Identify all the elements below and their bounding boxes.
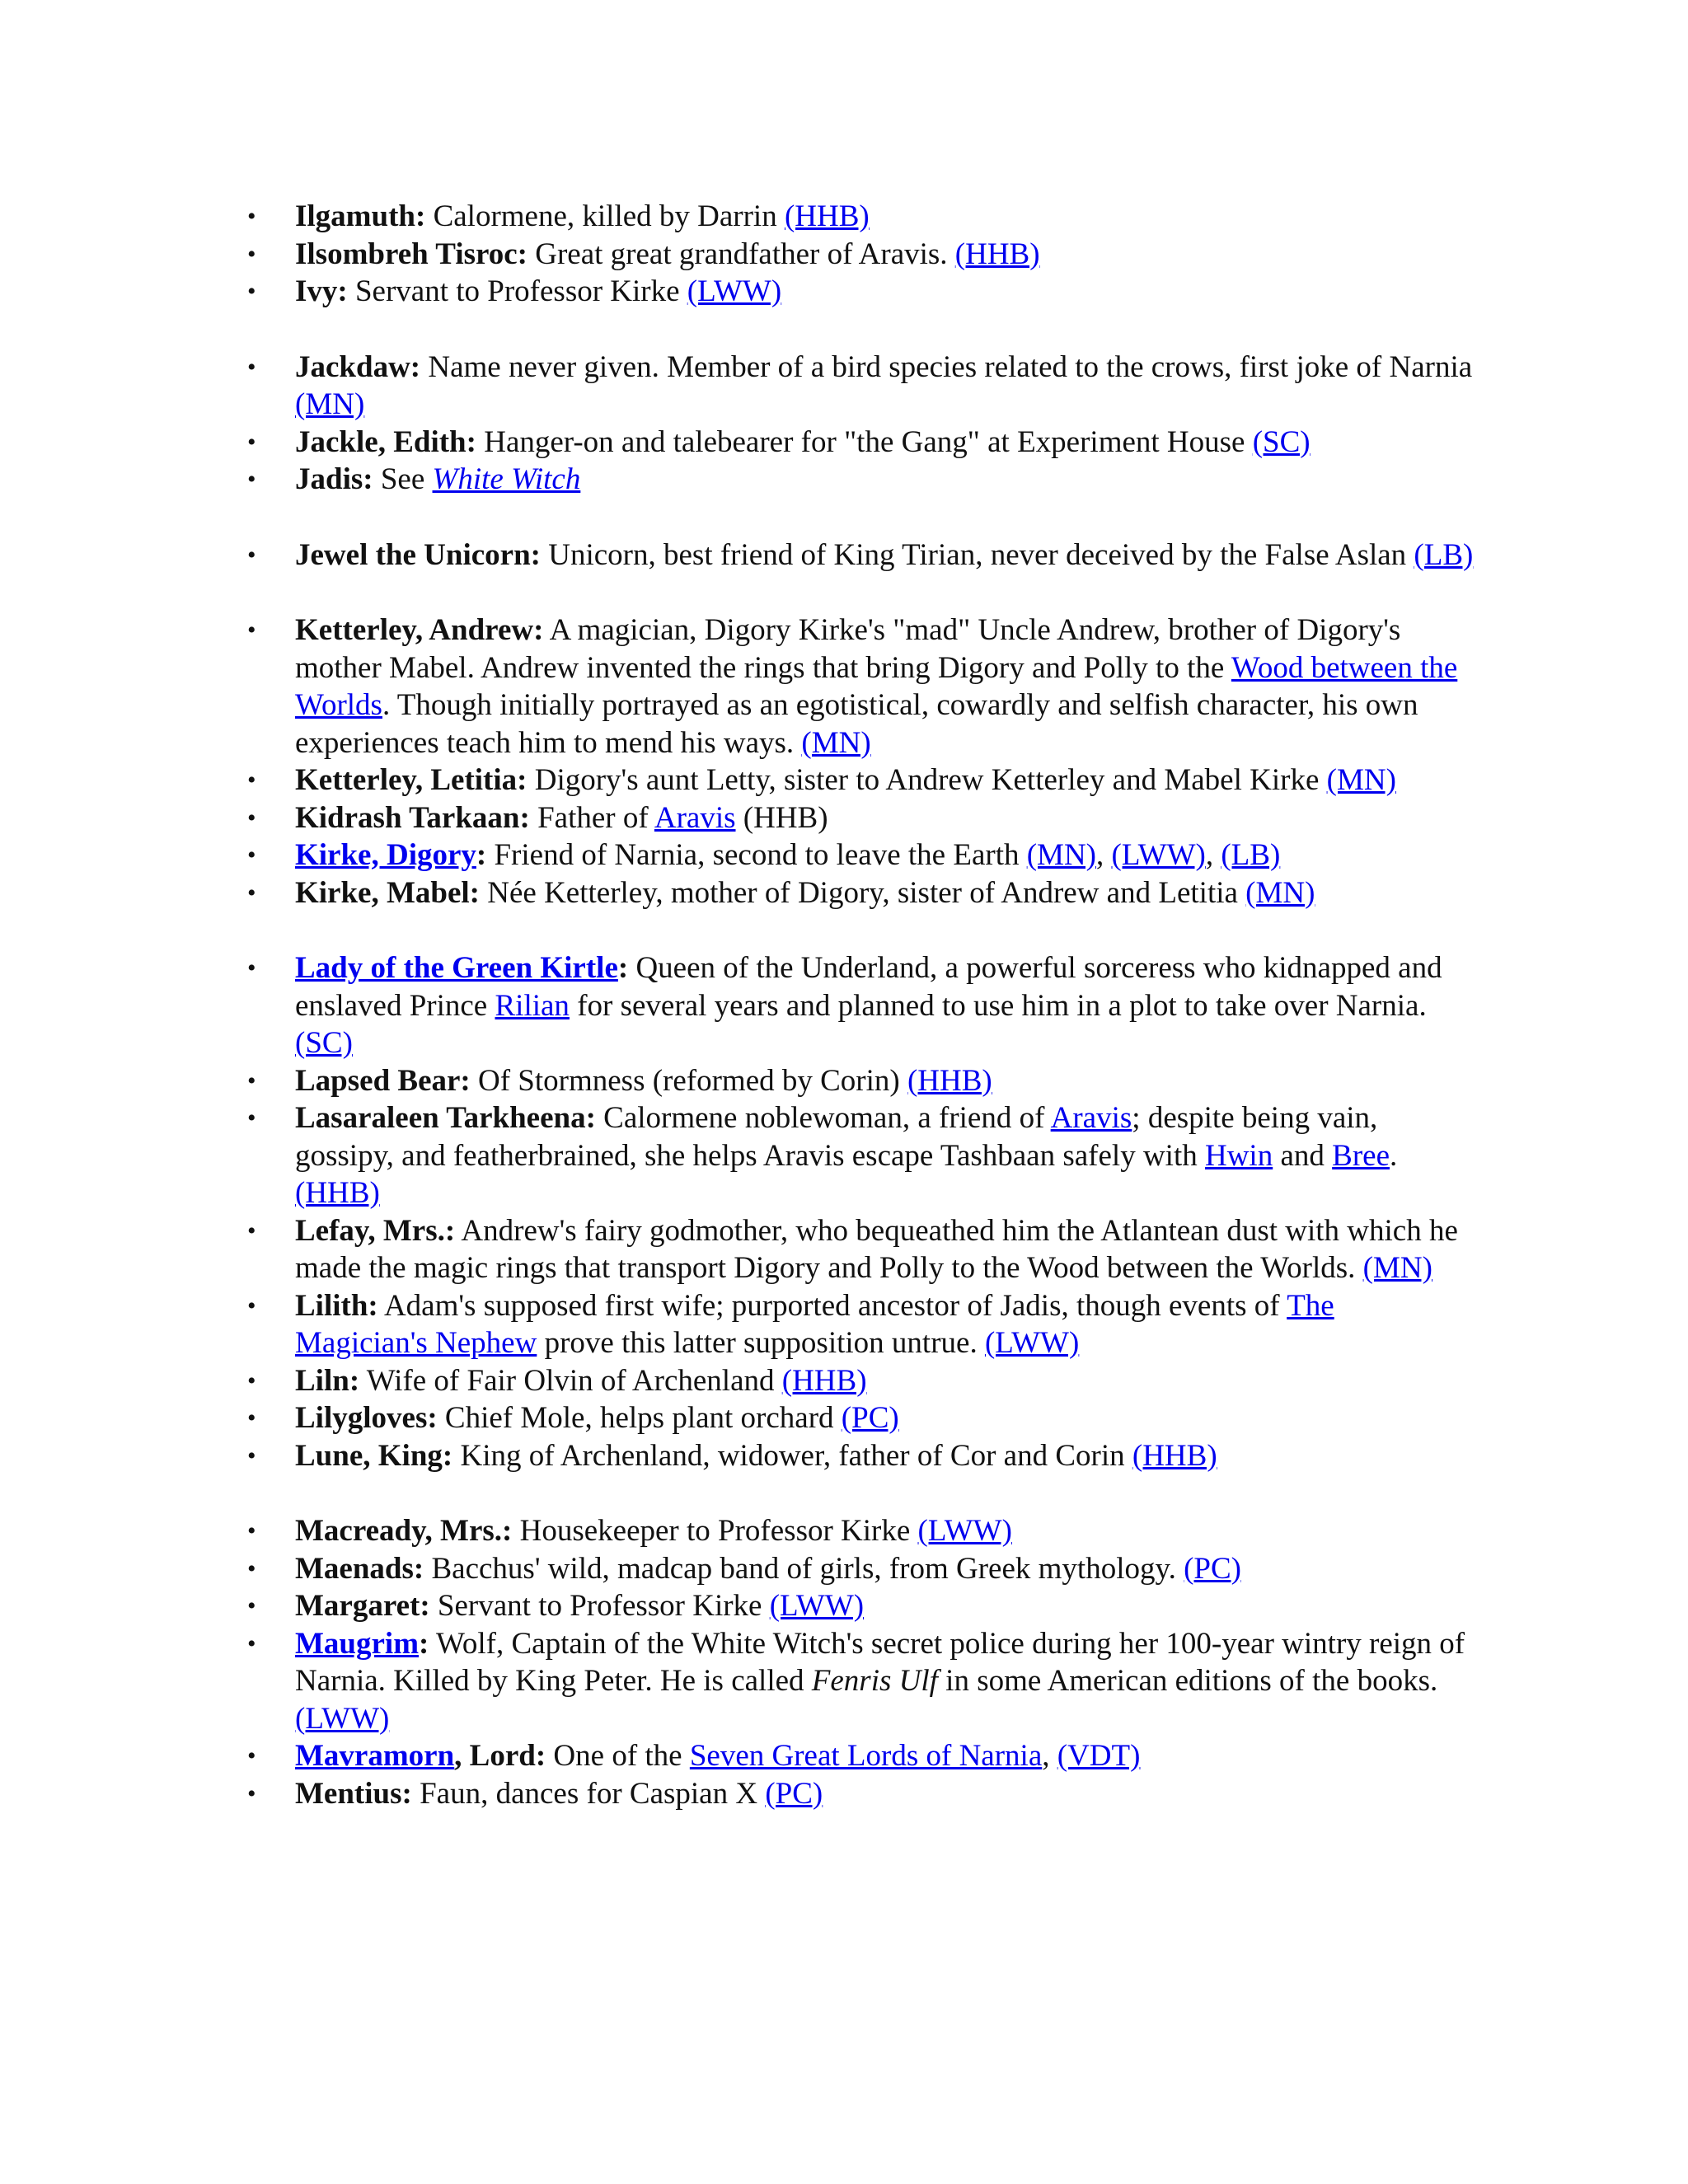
- entry-term: Ilsombreh Tisroc:: [295, 237, 528, 271]
- entry-text: Wolf, Captain of the White Witch's secret police during her 100-year wintry reign of Narnia. Killed by King Peter. He is called: [295, 1626, 1465, 1698]
- book-reference-link[interactable]: (SC): [295, 1026, 353, 1060]
- entry-group: [295, 198, 1474, 311]
- book-reference-link[interactable]: (HHB): [781, 1363, 867, 1398]
- inline-link[interactable]: Rilian: [495, 988, 570, 1023]
- entry-term: Lapsed Bear:: [295, 1063, 471, 1098]
- entry-term-link[interactable]: Lady of the Green Kirtle: [295, 951, 618, 985]
- list-item: [295, 1362, 1474, 1400]
- entry-group: [295, 537, 1474, 574]
- book-reference-link[interactable]: (HHB): [295, 1176, 380, 1210]
- entry-text: Faun, dances for Caspian X: [411, 1776, 766, 1811]
- list-item: [295, 1587, 1474, 1625]
- entry-text: A magician, Digory Kirke's "mad" Uncle Andrew, brother of Digory's mother Mabel. Andrew invented the rings that bring Digory and Polly to the: [295, 613, 1401, 685]
- entry-text: ,: [1205, 838, 1221, 872]
- book-reference-link[interactable]: (LB): [1414, 537, 1474, 572]
- book-reference-link[interactable]: (PC): [1184, 1551, 1241, 1586]
- list-item: [295, 1399, 1474, 1437]
- book-reference-link[interactable]: (LWW): [687, 274, 782, 308]
- inline-link[interactable]: Wood between the Worlds: [295, 650, 1458, 722]
- list-item: [295, 349, 1474, 424]
- list-item: [295, 1287, 1474, 1362]
- entry-term-suffix: :: [617, 951, 629, 985]
- inline-link[interactable]: White Witch: [432, 462, 581, 496]
- entry-text: ; despite being vain, gossipy, and featherbrained, she helps Aravis escape Tashbaan safely with: [295, 1101, 1378, 1173]
- list-item: [295, 874, 1474, 912]
- entry-term: Margaret:: [295, 1589, 430, 1623]
- inline-link[interactable]: Bree: [1332, 1138, 1390, 1173]
- list-item: [295, 1625, 1474, 1738]
- list-item: [295, 1512, 1474, 1550]
- entry-text: Wife of Fair Olvin of Archenland: [359, 1363, 782, 1398]
- entry-text: Housekeeper to Professor Kirke: [512, 1514, 918, 1548]
- entry-term: Lefay, Mrs.:: [295, 1213, 456, 1248]
- book-reference-link[interactable]: (LWW): [295, 1701, 390, 1736]
- entry-term: Macready, Mrs.:: [295, 1514, 513, 1548]
- entry-term: Lune, King:: [295, 1438, 453, 1473]
- entry-text: in some American editions of the books.: [937, 1664, 1438, 1698]
- list-item: [295, 799, 1474, 837]
- book-reference-link[interactable]: (HHB): [1132, 1438, 1217, 1473]
- entry-text: Née Ketterley, mother of Digory, sister of Andrew and Letitia: [480, 875, 1246, 910]
- entry-term: Maenads:: [295, 1551, 424, 1586]
- entry-group: [295, 349, 1474, 499]
- entry-text: Father of: [529, 800, 654, 835]
- list-item: [295, 612, 1474, 762]
- entry-text: Chief Mole, helps plant orchard: [437, 1401, 842, 1435]
- book-reference-link[interactable]: (PC): [765, 1776, 823, 1811]
- entry-text: Servant to Professor Kirke: [347, 274, 687, 308]
- list-item: [295, 537, 1474, 574]
- list-item: [295, 1062, 1474, 1100]
- list-item: [295, 1212, 1474, 1287]
- entry-term-suffix: :: [476, 838, 487, 872]
- book-reference-link[interactable]: (LB): [1221, 838, 1281, 872]
- inline-link[interactable]: Hwin: [1204, 1138, 1273, 1173]
- entry-text: (HHB): [735, 800, 828, 835]
- list-item: [295, 1099, 1474, 1212]
- entry-term-link[interactable]: Mavramorn: [295, 1739, 455, 1773]
- book-reference-link[interactable]: (HHB): [784, 199, 870, 233]
- book-reference-link[interactable]: (MN): [1326, 763, 1396, 797]
- entry-term: Ketterley, Andrew:: [295, 613, 544, 647]
- inline-link[interactable]: Aravis: [1050, 1101, 1132, 1135]
- book-reference-link[interactable]: (MN): [1362, 1251, 1432, 1285]
- book-reference-link[interactable]: (LWW): [769, 1589, 865, 1623]
- entry-text: Adam's supposed first wife; purported ancestor of Jadis, though events of: [377, 1288, 1287, 1323]
- list-item: [295, 1737, 1474, 1775]
- entry-text: Great great grandfather of Aravis.: [528, 237, 955, 271]
- list-item: [295, 1775, 1474, 1813]
- entry-group: [295, 1512, 1474, 1812]
- entry-text: ,: [1042, 1739, 1057, 1773]
- entry-group: [295, 612, 1474, 912]
- entry-text: One of the: [546, 1739, 690, 1773]
- entry-term-link[interactable]: Maugrim: [295, 1626, 420, 1661]
- entry-text: See: [373, 462, 433, 496]
- entry-term-link[interactable]: Kirke, Digory: [295, 838, 476, 872]
- entry-text: Name never given. Member of a bird species related to the crows, first joke of Narnia: [420, 349, 1473, 384]
- entry-term: Jewel the Unicorn:: [295, 537, 541, 572]
- list-item: [295, 1437, 1474, 1475]
- entry-text: Friend of Narnia, second to leave the Earth: [486, 838, 1027, 872]
- entry-text: Queen of the Underland, a powerful sorceress who kidnapped and enslaved Prince: [295, 951, 1442, 1023]
- book-reference-link[interactable]: (MN): [1245, 875, 1315, 910]
- entry-text: King of Archenland, widower, father of Cor and Corin: [452, 1438, 1132, 1473]
- list-item: [295, 273, 1474, 311]
- entry-term: Lilith:: [295, 1288, 378, 1323]
- list-item: [295, 949, 1474, 1062]
- book-reference-link[interactable]: (HHB): [954, 237, 1040, 271]
- book-reference-link[interactable]: (MN): [295, 387, 365, 421]
- book-reference-link[interactable]: (LWW): [917, 1514, 1012, 1548]
- entry-term: Lasaraleen Tarkheena:: [295, 1101, 596, 1135]
- list-item: [295, 236, 1474, 274]
- list-item: [295, 1550, 1474, 1588]
- inline-link[interactable]: Seven Great Lords of Narnia: [689, 1739, 1043, 1773]
- list-item: [295, 198, 1474, 236]
- book-reference-link[interactable]: (VDT): [1057, 1739, 1141, 1773]
- entry-text: Servant to Professor Kirke: [429, 1589, 770, 1623]
- entry-term: Ketterley, Letitia:: [295, 763, 528, 797]
- book-reference-link[interactable]: (MN): [801, 725, 871, 760]
- inline-link[interactable]: Aravis: [654, 800, 736, 835]
- book-reference-link[interactable]: (LWW): [1111, 838, 1206, 872]
- entry-text: . Though initially portrayed as an egotistical, cowardly and selfish character, his own experiences teach him to mend his ways.: [295, 688, 1418, 760]
- entry-text: Andrew's fairy godmother, who bequeathed him the Atlantean dust with which he made the magic rings that transport Digory and Polly to the Wood between the Worlds.: [295, 1213, 1458, 1285]
- entry-text: Calormene noblewoman, a friend of: [595, 1101, 1051, 1135]
- book-reference-link[interactable]: (MN): [1026, 838, 1096, 872]
- book-reference-link[interactable]: (SC): [1252, 424, 1311, 459]
- entry-text: ,: [1096, 838, 1112, 872]
- entry-term: Ivy:: [295, 274, 348, 308]
- entry-group: [295, 949, 1474, 1474]
- list-item: [295, 461, 1474, 499]
- entry-term: Jackdaw:: [295, 349, 421, 384]
- glossary-content: [295, 198, 1474, 1812]
- entry-term-suffix: :: [419, 1626, 429, 1661]
- entry-text: prove this latter supposition untrue.: [537, 1326, 985, 1360]
- entry-term: Lilygloves:: [295, 1401, 438, 1435]
- entry-term: Jadis:: [295, 462, 373, 496]
- entry-term: Ilgamuth:: [295, 199, 426, 233]
- book-reference-link[interactable]: (PC): [841, 1401, 899, 1435]
- entry-term: Kidrash Tarkaan:: [295, 800, 530, 835]
- entry-text: Hanger-on and talebearer for "the Gang" at Experiment House: [476, 424, 1253, 459]
- entry-text: and: [1273, 1138, 1333, 1173]
- entry-text: Bacchus' wild, madcap band of girls, from Greek mythology.: [424, 1551, 1184, 1586]
- entry-text: Unicorn, best friend of King Tirian, never deceived by the False Aslan: [541, 537, 1414, 572]
- book-reference-link[interactable]: (HHB): [907, 1063, 992, 1098]
- list-item: [295, 837, 1474, 874]
- book-reference-link[interactable]: (LWW): [984, 1326, 1080, 1360]
- entry-term: Liln:: [295, 1363, 360, 1398]
- entry-text: for several years and planned to use him in a plot to take over Narnia.: [569, 988, 1427, 1023]
- list-item: [295, 424, 1474, 462]
- entry-text: Calormene, killed by Darrin: [425, 199, 785, 233]
- entry-term: Jackle, Edith:: [295, 424, 476, 459]
- entry-text: .: [1390, 1138, 1398, 1173]
- entry-text: Digory's aunt Letty, sister to Andrew Ketterley and Mabel Kirke: [527, 763, 1327, 797]
- inline-link[interactable]: The Magician's Nephew: [295, 1288, 1334, 1360]
- entry-term-suffix: , Lord:: [454, 1739, 546, 1773]
- entry-term: Mentius:: [295, 1776, 412, 1811]
- list-item: [295, 762, 1474, 799]
- italic-text: Fenris Ulf: [811, 1664, 938, 1698]
- entry-text: Of Stormness (reformed by Corin): [470, 1063, 907, 1098]
- entry-term: Kirke, Mabel:: [295, 875, 481, 910]
